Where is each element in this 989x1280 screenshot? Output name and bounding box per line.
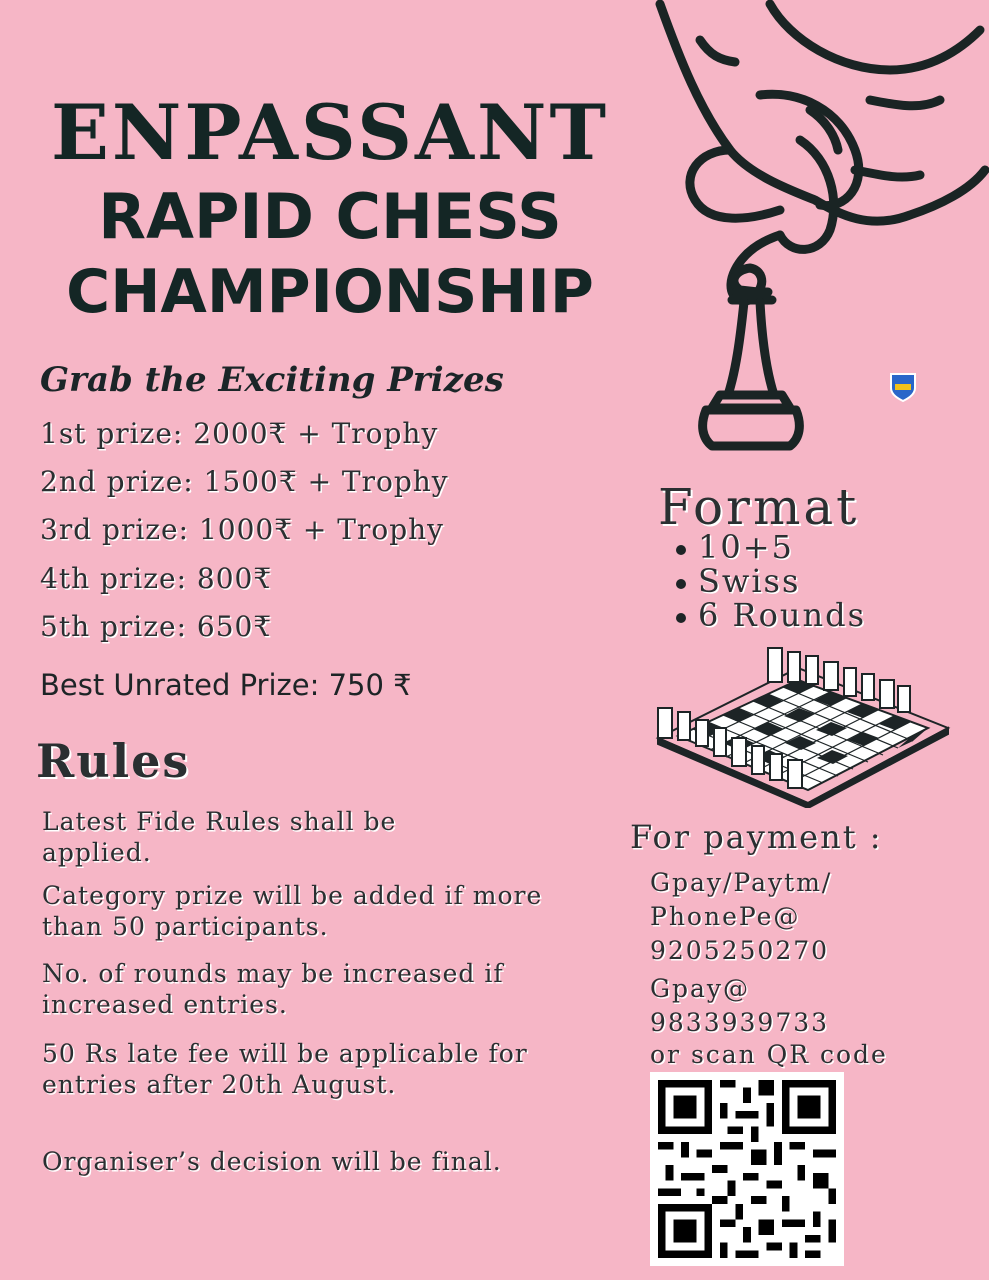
payment-line: 9205250270 <box>650 936 830 965</box>
logo-badge-icon <box>887 370 919 402</box>
rules-heading: Rules <box>36 734 191 788</box>
prize-item: 3rd prize: 1000₹ + Trophy <box>40 513 444 546</box>
format-item <box>676 528 794 566</box>
payment-heading: For payment : <box>630 818 883 856</box>
bullet-icon <box>676 579 686 589</box>
payment-line: or scan QR code <box>650 1040 888 1069</box>
bullet-icon <box>676 613 686 623</box>
format-item-label: Swiss <box>698 562 801 600</box>
hand-holding-pawn-icon <box>640 0 989 470</box>
rule-item: Latest Fide Rules shall be applied. <box>42 807 397 867</box>
rule-item: No. of rounds may be increased if increased entries. <box>42 959 504 1019</box>
format-item-label: 6 Rounds <box>698 596 867 634</box>
qr-code-icon[interactable] <box>650 1072 844 1266</box>
prize-item: 1st prize: 2000₹ + Trophy <box>40 417 439 450</box>
format-heading: Format <box>658 478 860 536</box>
payment-line: Gpay/Paytm/ <box>650 868 833 897</box>
rule-item: 50 Rs late fee will be applicable for entries after 20th August. <box>42 1039 528 1099</box>
prize-item: 5th prize: 650₹ <box>40 610 273 643</box>
prize-item: 4th prize: 800₹ <box>40 562 273 595</box>
rule-item: Category prize will be added if more than 50 participants. <box>42 881 543 941</box>
best-unrated-prize: Best Unrated Prize: 750 ₹ <box>40 668 412 702</box>
format-item <box>676 562 800 600</box>
prize-item: 2nd prize: 1500₹ + Trophy <box>40 465 449 498</box>
event-subtitle-line1: RAPID CHESS <box>98 180 562 253</box>
prizes-heading: Grab the Exciting Prizes <box>40 360 504 400</box>
qr-code-pattern <box>650 1072 844 1266</box>
event-title: ENPASSANT <box>50 88 610 177</box>
format-item-label: 10+5 <box>698 528 794 566</box>
chessboard-icon <box>648 628 958 808</box>
event-subtitle-line2: CHAMPIONSHIP <box>66 257 594 327</box>
payment-line: 9833939733 <box>650 1008 830 1037</box>
payment-line: PhonePe@ <box>650 902 801 931</box>
payment-line: Gpay@ <box>650 974 751 1003</box>
rule-item: Organiser’s decision will be final. <box>42 1147 502 1176</box>
bullet-icon <box>676 545 686 555</box>
